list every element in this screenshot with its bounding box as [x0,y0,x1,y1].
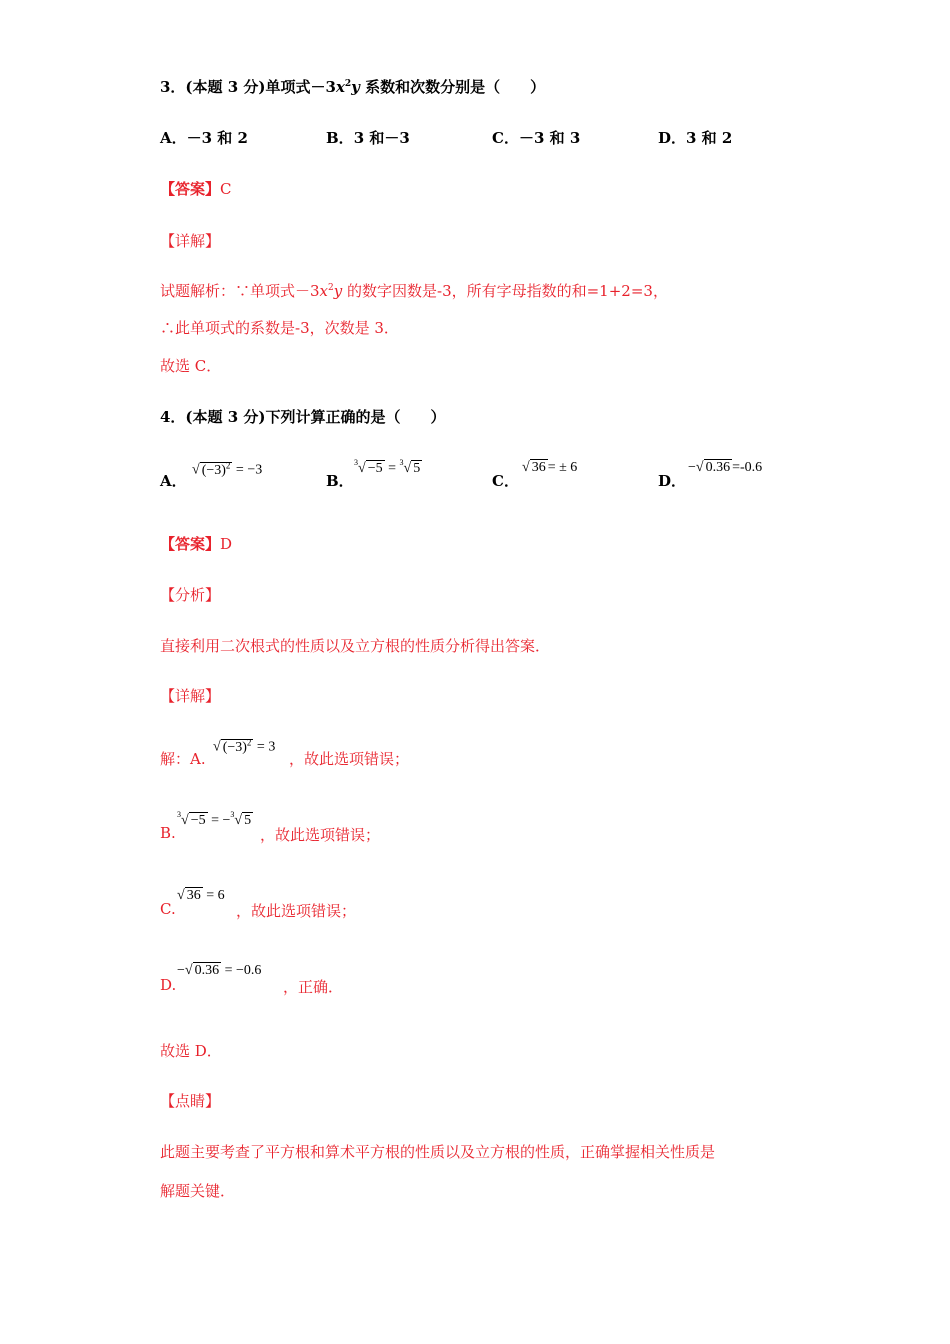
q4-sol-c-suffix: ，故此选项错误； [236,902,357,920]
q4-sol-a-prefix: 解：A. [160,750,206,768]
q4-sol-b-prefix: B. [160,824,176,842]
sqrt-symbol: √ [234,813,243,828]
q3-option-d: D．3 和 2 [658,129,733,147]
q4-stem: 4．(本题 3 分)下列计算正确的是（ ） [160,408,446,426]
sqrt-symbol: √ [695,460,704,475]
q4-option-a-letter: A． [160,472,187,490]
q4-analysis-text: 直接利用二次根式的性质以及立方根的性质分析得出答案． [160,637,551,655]
sqrt-symbol: √ [522,460,530,475]
q3-explain-line2: ∴此单项式的系数是-3，次数是 3． [160,319,399,337]
q4-tip-line2: 解题关键． [160,1182,236,1200]
q4-sol-c-prefix: C. [160,900,176,918]
sqrt-symbol: √ [184,963,193,978]
q4-option-c-letter: C． [492,472,519,490]
q4-option-d-letter: D． [658,472,687,490]
sqrt-symbol: √ [213,739,221,755]
answer-value: C [220,180,232,198]
sqrt-symbol: √ [358,461,366,476]
q3-explain-line3: 故选 C． [160,357,222,375]
q4-detail-label: 【详解】 [160,687,221,705]
q3-stem-suffix: 系数和次数分别是（ ） [359,78,546,96]
q3-stem-exp: 2 [344,79,352,89]
answer-label: 【答案】 [160,180,221,198]
q3-stem-var: x [335,78,345,96]
q4-sol-d-expr: −√ 0.36 = −0.6 [177,963,262,978]
q3-stem-prefix: 3．(本题 3 分)单项式－3 [160,78,336,96]
q4-answer [160,533,232,554]
q3-detail-label: 【详解】 [160,232,221,250]
sqrt-symbol: √ [181,813,189,828]
sqrt-symbol: √ [177,888,185,903]
q4-sol-d-suffix: ，正确． [283,978,344,996]
q4-sol-d-prefix: D. [160,976,177,994]
sqrt-symbol: √ [403,461,412,476]
q4-option-c-expr: √ 36 = ± 6 [522,460,578,475]
q4-sol-b-suffix: ，故此选项错误； [260,826,381,844]
q4-sol-a-suffix: ，故此选项错误； [289,750,410,768]
q4-sol-b-expr: $^3$√ −5 = −$^3$√ 5 [177,810,252,828]
q4-sol-c-expr: √ 36 = 6 [177,888,225,903]
q3-answer [160,178,232,199]
q4-analysis-label: 【分析】 [160,586,221,604]
q4-sol-a-expr: √ $(-3)^2 = 3$ [213,737,276,755]
q4-option-b-expr: $^3$√ −5 = $^3$√ 5 [354,458,421,476]
answer-label: 【答案】 [160,535,221,553]
q4-tip-line1: 此题主要考查了平方根和算术平方根的性质以及立方根的性质，正确掌握相关性质是 [160,1143,716,1161]
q4-option-a-expr: √ $(-3)^2 = -3$ [192,460,263,478]
answer-value: D [220,535,233,553]
q4-tip-label: 【点睛】 [160,1092,221,1110]
q3-option-c: C．－3 和 3 [492,129,581,147]
q4-option-d-expr: −√ 0.36 =-0.6 [688,460,763,475]
q4-conclusion: 故选 D． [160,1042,222,1060]
q3-option-b: B．3 和－3 [326,129,410,147]
q3-option-a: A．－3 和 2 [160,129,248,147]
q3-stem [160,76,545,97]
q3-stem-var2: y [351,78,360,96]
q4-option-b-letter: B． [326,472,354,490]
q3-explain-line1: 试题解析：∵单项式$-3x^2y$ 的数字因数是-3，所有字母指数的和=1+2=3， [160,282,668,300]
sqrt-symbol: √ [192,462,200,478]
